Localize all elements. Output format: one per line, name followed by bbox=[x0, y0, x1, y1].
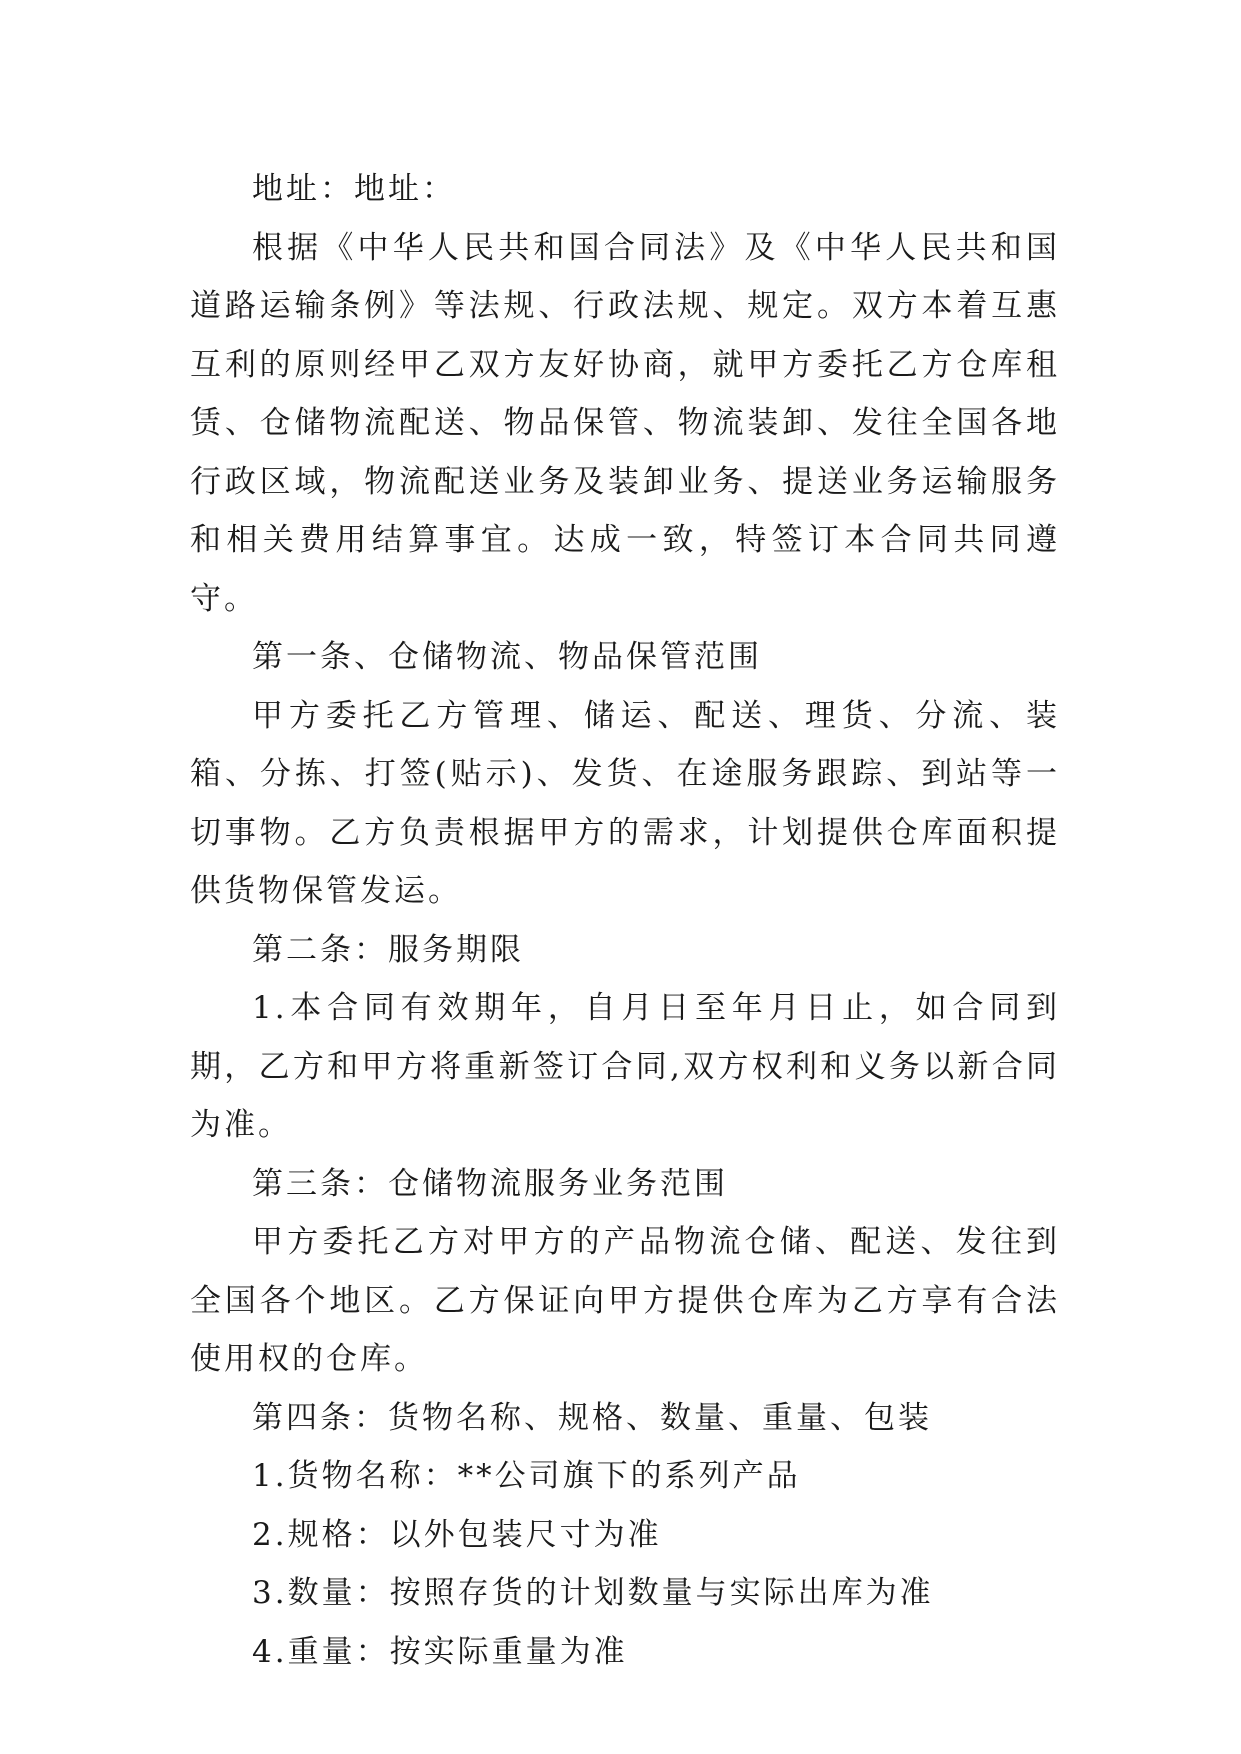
article-3-heading: 第三条：仓储物流服务业务范围 bbox=[252, 1165, 728, 1202]
article-4-item-1: 1.货物名称：**公司旗下的系列产品 bbox=[252, 1458, 801, 1494]
article-2-heading: 第二条：服务期限 bbox=[252, 931, 524, 968]
article-1-body: 甲方委托乙方管理、储运、配送、理货、分流、装箱、分拣、打签(贴示)、发货、在途服务跟踪、到站等一切事物。乙方负责根据甲方的需求，计划提供仓库面积提供货物保管发运。 bbox=[190, 697, 1060, 909]
article-4-heading: 第四条：货物名称、规格、数量、重量、包装 bbox=[252, 1399, 932, 1436]
article-4-item-3: 3.数量：按照存货的计划数量与实际出库为准 bbox=[252, 1575, 934, 1611]
document-body bbox=[190, 160, 1060, 1681]
article-2-item-1: 1.本合同有效期年，自月日至年月日止，如合同到期，乙方和甲方将重新签订合同,双方权利和义务以新合同为准。 bbox=[190, 990, 1060, 1143]
article-4-item-4: 4.重量：按实际重量为准 bbox=[252, 1633, 628, 1670]
article-1-heading: 第一条、仓储物流、物品保管范围 bbox=[252, 639, 762, 675]
article-3-body: 甲方委托乙方对甲方的产品物流仓储、配送、发往到全国各个地区。乙方保证向甲方提供仓库为乙方享有合法使用权的仓库。 bbox=[190, 1224, 1060, 1377]
preamble-paragraph: 根据《中华人民共和国合同法》及《中华人民共和国道路运输条例》等法规、行政法规、规定。双方本着互惠互利的原则经甲乙双方友好协商，就甲方委托乙方仓库租赁、仓储物流配送、物品保管、物流装卸、发往全国各地行政区域，物流配送业务及装卸业务、提送业务运输服务和相关费用结算事宜。达成一致，特签订本合同共同遵守。 bbox=[190, 229, 1060, 617]
address-line: 地址：地址： bbox=[252, 171, 456, 207]
article-4-item-2: 2.规格：以外包装尺寸为准 bbox=[252, 1516, 662, 1553]
